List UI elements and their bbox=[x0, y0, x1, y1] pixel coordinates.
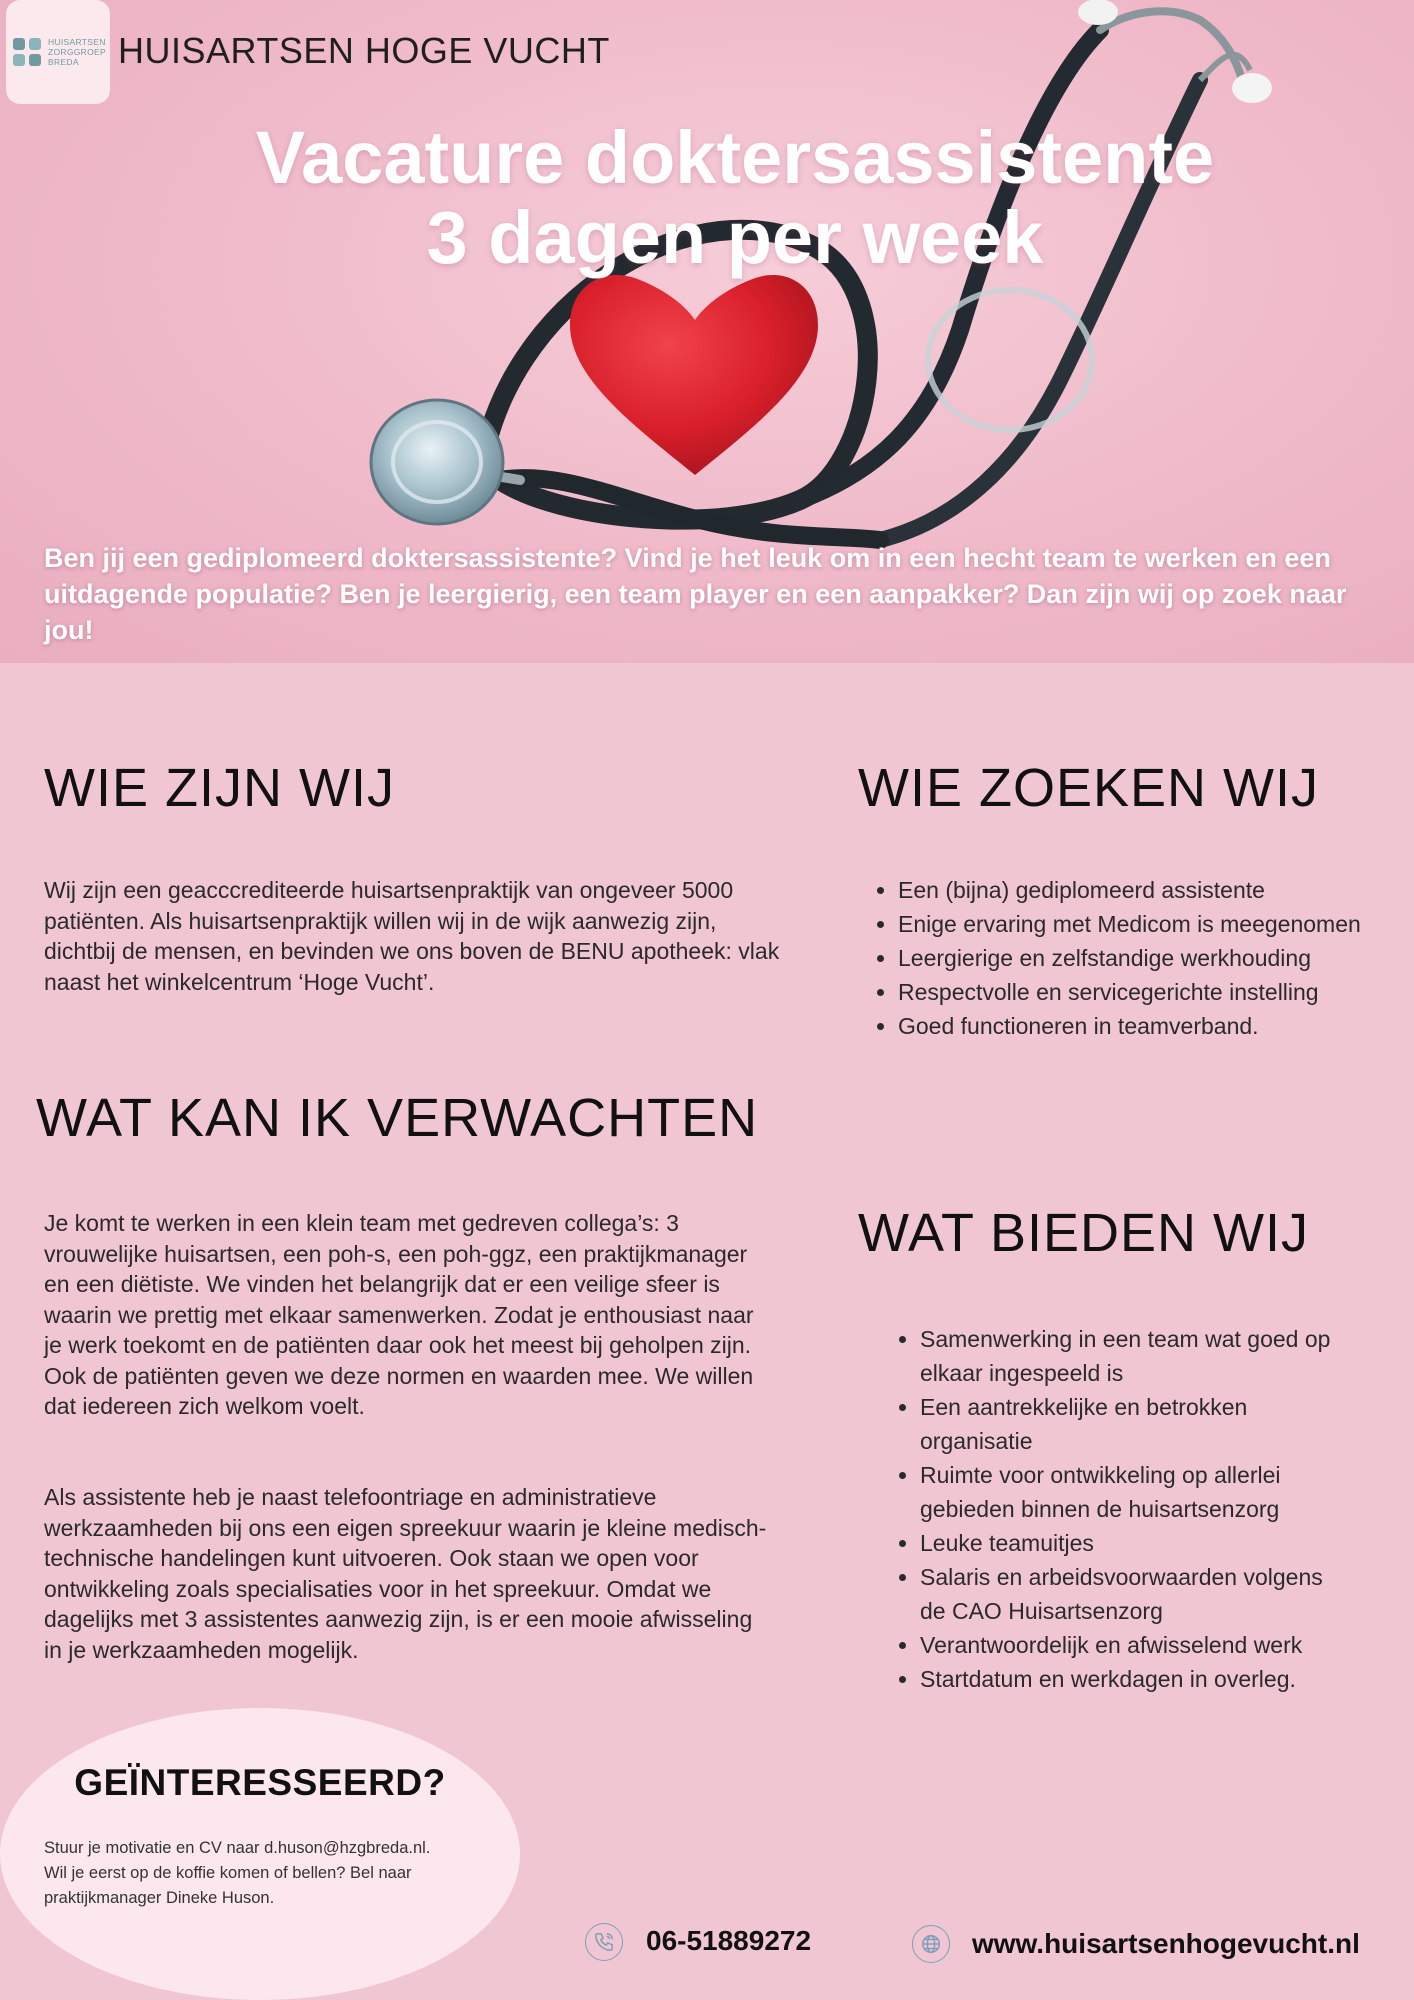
heading-wat-bieden-wij: WAT BIEDEN WIJ bbox=[858, 1203, 1310, 1263]
logo-wordmark bbox=[48, 37, 106, 67]
text-verwachten-1: Je komt te werken in een klein team met gedreven collega’s: 3 vrouwelijke huisartsen, een poh-s, een poh-ggz, een praktijkmanager en een diëtiste. We vinden het belangrijk dat er een veilige sfeer is waarin we prettig met elkaar samenwerken. Zodat je enthousiast naar je werk toekomt en de patiënten daar ook het meest bij geholpen zijn. Ook de patiënten geven we deze normen en waarden mee. We willen dat iedereen zich welkom voelt. bbox=[44, 1210, 754, 1419]
heading-wat-kan-ik-verwachten: WAT KAN IK VERWACHTEN bbox=[36, 1088, 759, 1148]
cta-text bbox=[44, 1836, 514, 1911]
list-item: • Verantwoordelijk en afwisselend werk bbox=[920, 1628, 1334, 1662]
cta-line: Wil je eerst op de koffie komen of bellen? Bel naar bbox=[44, 1864, 412, 1882]
phone-number[interactable]: 06-51889272 bbox=[646, 1925, 812, 1956]
text-wie-zijn-wij: Wij zijn een geacccrediteerde huisartsenpraktijk van ongeveer 5000 patiënten. Als huisartsenpraktijk willen wij in de wijk aanwezig zijn, dichtbij de mensen, en bevinden we ons boven de BENU apotheek: vlak naast het winkelcentrum ‘Hoge Vucht’. bbox=[44, 877, 780, 995]
heading-wie-zoeken-wij: WIE ZOEKEN WIJ bbox=[858, 758, 1320, 818]
list-item: • Een aantrekkelijke en betrokken organisatie bbox=[920, 1390, 1334, 1458]
list-item: • Samenwerking in een team wat goed op elkaar ingespeeld is bbox=[920, 1322, 1334, 1390]
brand-name: HUISARTSEN HOGE VUCHT bbox=[118, 30, 610, 71]
intro-text: Ben jij een gediplomeerd doktersassistente? Vind je het leuk om in een hecht team te werken en een uitdagende populatie? Ben je leergierig, een team player en een aanpakker? Dan zijn wij op zoek naar jou! bbox=[44, 543, 1347, 645]
medical-cross-icon bbox=[10, 35, 44, 69]
logo-line: HUISARTSEN bbox=[48, 37, 106, 47]
website-link[interactable]: www.huisartsenhogevucht.nl bbox=[972, 1928, 1360, 1959]
text-verwachten-2: Als assistente heb je naast telefoontriage en administratieve werkzaamheden bij ons een eigen spreekuur waarin je kleine medisch-technische handelingen kunt uitvoeren. Ook staan we open voor ontwikkeling zoals specialisaties voor in het spreekuur. Omdat we dagelijks met 3 assistentes aanwezig zijn, is er een mooie afwisseling in je werkzaamheden mogelijk. bbox=[44, 1484, 767, 1663]
list-item: • Startdatum en werkdagen in overleg. bbox=[920, 1662, 1334, 1696]
logo-line: ZORGGROEP bbox=[48, 47, 106, 57]
list-item: • Enige ervaring met Medicom is meegenomen bbox=[898, 907, 1402, 941]
cta-line: praktijkmanager Dineke Huson. bbox=[44, 1889, 275, 1907]
list-item: • Respectvolle en servicegerichte instelling bbox=[898, 975, 1402, 1009]
logo-line: BREDA bbox=[48, 57, 79, 67]
list-wat-bieden-wij bbox=[884, 1322, 1334, 1696]
list-wie-zoeken-wij bbox=[862, 873, 1402, 1043]
phone-icon bbox=[585, 1923, 623, 1961]
globe-icon bbox=[912, 1925, 950, 1963]
list-item: • Een (bijna) gediplomeerd assistente bbox=[898, 873, 1402, 907]
list-item: • Salaris en arbeidsvoorwaarden volgens de CAO Huisartsenzorg bbox=[920, 1560, 1334, 1628]
list-item: • Leergierige en zelfstandige werkhouding bbox=[898, 941, 1402, 975]
hero-banner bbox=[0, 0, 1414, 663]
list-item: • Goed functioneren in teamverband. bbox=[898, 1009, 1402, 1043]
cta-line: Stuur je motivatie en CV naar d.huson@hzgbreda.nl. bbox=[44, 1839, 431, 1857]
cta-title: GEÏNTERESSEERD? bbox=[74, 1762, 446, 1803]
list-item: • Leuke teamuitjes bbox=[920, 1526, 1334, 1560]
heading-wie-zijn-wij: WIE ZIJN WIJ bbox=[44, 758, 395, 818]
logo bbox=[6, 0, 110, 104]
list-item: • Ruimte voor ontwikkeling op allerlei gebieden binnen de huisartsenzorg bbox=[920, 1458, 1334, 1526]
title-line-2: 3 dagen per week bbox=[426, 196, 1044, 279]
title-line-1: Vacature doktersassistente bbox=[255, 116, 1215, 199]
page-title bbox=[0, 118, 1414, 278]
